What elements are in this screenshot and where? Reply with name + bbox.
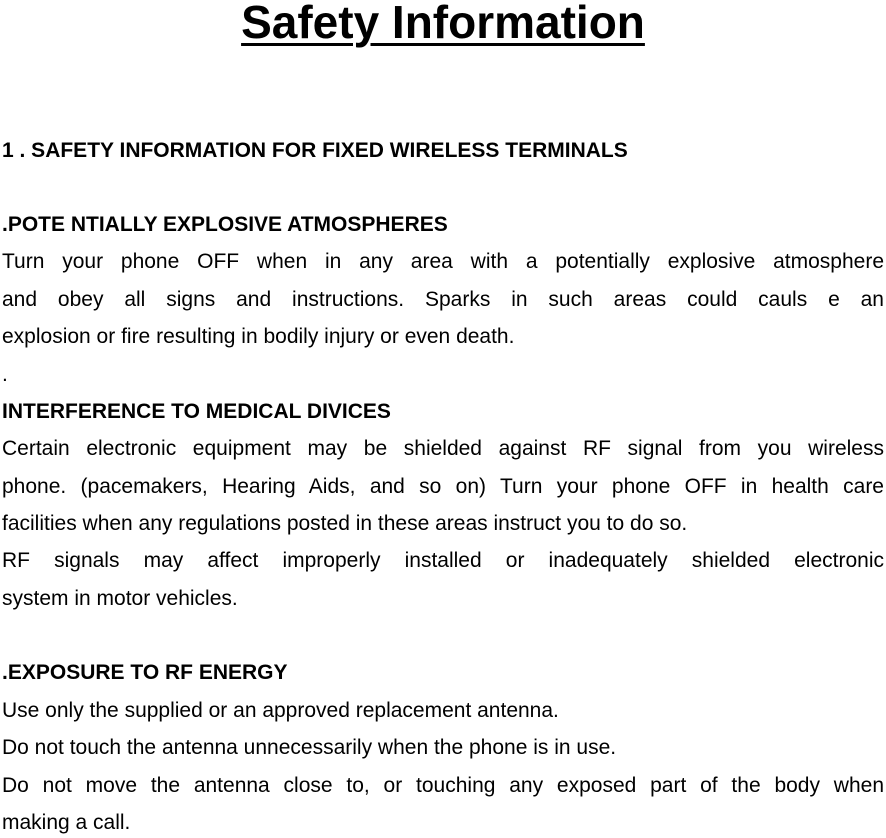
page-title: Safety Information	[241, 0, 645, 48]
medical-line-3: facilities when any regulations posted in these areas instruct you to do so.	[2, 512, 688, 535]
medical-heading: INTERFERENCE TO MEDICAL DIVICES	[2, 400, 391, 423]
explosive-line-1: Turn your phone OFF when in any area with a potentially explosive atmosphere	[2, 250, 884, 273]
explosive-heading: .POTE NTIALLY EXPLOSIVE ATMOSPHERES	[2, 213, 448, 236]
medical-line-5: system in motor vehicles.	[2, 587, 238, 610]
rf-exposure-line-3: Do not move the antenna close to, or touching any exposed part of the body when	[2, 774, 884, 797]
medical-line-2: phone. (pacemakers, Hearing Aids, and so on) Turn your phone OFF in health care	[2, 475, 884, 498]
rf-exposure-line-4: making a call.	[2, 811, 131, 834]
explosive-line-2: and obey all signs and instructions. Sparks in such areas could cauls e an	[2, 288, 884, 311]
rf-exposure-line-2: Do not touch the antenna unnecessarily when the phone is in use.	[2, 736, 617, 759]
rf-exposure-heading: .EXPOSURE TO RF ENERGY	[2, 661, 288, 684]
explosive-line-3: explosion or fire resulting in bodily injury or even death.	[2, 325, 515, 348]
separator-dot: .	[2, 363, 8, 386]
medical-line-1: Certain electronic equipment may be shielded against RF signal from you wireless	[2, 437, 884, 460]
section-heading: 1 . SAFETY INFORMATION FOR FIXED WIRELESS TERMINALS	[2, 139, 628, 162]
medical-line-4: RF signals may affect improperly installed or inadequately shielded electronic	[2, 549, 884, 572]
rf-exposure-line-1: Use only the supplied or an approved replacement antenna.	[2, 699, 559, 722]
